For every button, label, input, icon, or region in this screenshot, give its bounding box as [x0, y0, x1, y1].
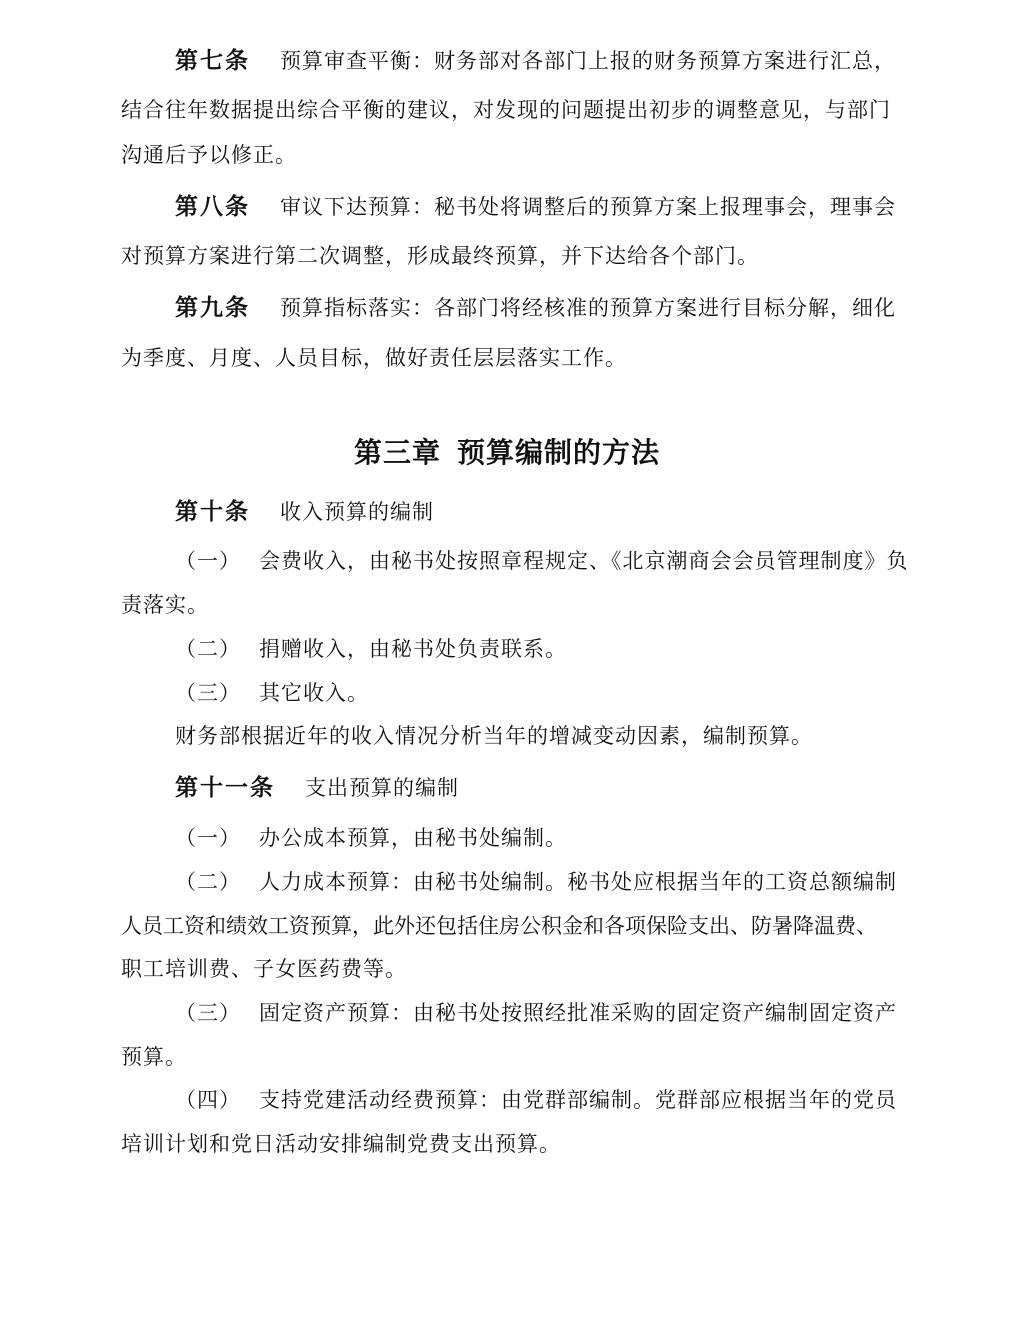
article-9-line-2: 为季度、月度、人员目标，做好责任层层落实工作。 [121, 346, 627, 370]
article-10-item-1-text: 会费收入，由秘书处按照章程规定、《北京潮商会会员管理制度》负 [259, 549, 909, 573]
article-11-title: 支出预算的编制 [305, 776, 459, 800]
article-10-item-3-text: 其它收入。 [259, 681, 369, 705]
article-10-item-2-text: 捐赠收入，由秘书处负责联系。 [259, 637, 567, 661]
article-11-item-3-line-1 [0, 998, 1014, 1028]
article-11-item-1-text: 办公成本预算，由秘书处编制。 [259, 826, 567, 850]
article-7-label: 第七条 [175, 47, 250, 74]
article-8-line-2: 对预算方案进行第二次调整，形成最终预算，并下达给各个部门。 [121, 244, 759, 268]
article-9-text-1: 预算指标落实：各部门将经核准的预算方案进行目标分解，细化 [280, 296, 896, 320]
article-11-item-3-number: （三） [175, 1001, 241, 1025]
article-7-line-1 [0, 46, 1014, 76]
article-11-item-3-line-2: 预算。 [121, 1045, 187, 1069]
chapter-number: 第三章 [353, 436, 441, 469]
article-10-item-1-number: （一） [175, 549, 241, 573]
article-7-text-1: 预算审查平衡：财务部对各部门上报的财务预算方案进行汇总， [280, 49, 896, 73]
article-10-item-1-line-1 [0, 546, 1014, 576]
article-9-label: 第九条 [175, 294, 250, 321]
article-11-item-3-text: 固定资产预算：由秘书处按照经批准采购的固定资产编制固定资产 [259, 1001, 897, 1025]
article-10-item-1-line-2: 责落实。 [121, 593, 209, 617]
chapter-title: 预算编制的方法 [457, 436, 661, 469]
article-10-item-2-number: （二） [175, 637, 241, 661]
article-11-item-4-number: （四） [175, 1088, 241, 1112]
article-11-item-2-number: （二） [175, 870, 241, 894]
article-11-item-2-text: 人力成本预算：由秘书处编制。秘书处应根据当年的工资总额编制 [259, 870, 897, 894]
article-11-item-4-line-2: 培训计划和党日活动安排编制党费支出预算。 [121, 1132, 561, 1156]
article-10-item-2 [0, 634, 1014, 664]
article-10-title: 收入预算的编制 [280, 500, 434, 524]
article-11-heading [0, 773, 1014, 803]
article-8-line-1 [0, 192, 1014, 222]
article-9-line-1 [0, 293, 1014, 323]
chapter-heading [0, 433, 1014, 473]
article-7-line-2: 结合往年数据提出综合平衡的建议，对发现的问题提出初步的调整意见，与部门 [121, 98, 891, 122]
article-11-item-2-line-2: 人员工资和绩效工资预算，此外还包括住房公积金和各项保险支出、防暑降温费、 [121, 914, 877, 938]
article-11-item-1-number: （一） [175, 826, 241, 850]
article-10-label: 第十条 [175, 498, 250, 525]
article-11-item-4-text: 支持党建活动经费预算：由党群部编制。党群部应根据当年的党员 [259, 1088, 897, 1112]
article-10-heading [0, 497, 1014, 527]
article-11-label: 第十一条 [175, 774, 275, 801]
article-10-summary: 财务部根据近年的收入情况分析当年的增减变动因素，编制预算。 [175, 724, 813, 748]
article-7-line-3: 沟通后予以修正。 [121, 143, 297, 167]
article-10-item-3 [0, 678, 1014, 708]
article-10-item-3-number: （三） [175, 681, 241, 705]
article-11-item-2-line-3: 职工培训费、子女医药费等。 [121, 957, 407, 981]
article-8-label: 第八条 [175, 193, 250, 220]
article-11-item-1 [0, 823, 1014, 853]
article-8-text-1: 审议下达预算：秘书处将调整后的预算方案上报理事会，理事会 [280, 195, 896, 219]
article-11-item-2-line-1 [0, 867, 1014, 897]
article-11-item-4-line-1 [0, 1085, 1014, 1115]
